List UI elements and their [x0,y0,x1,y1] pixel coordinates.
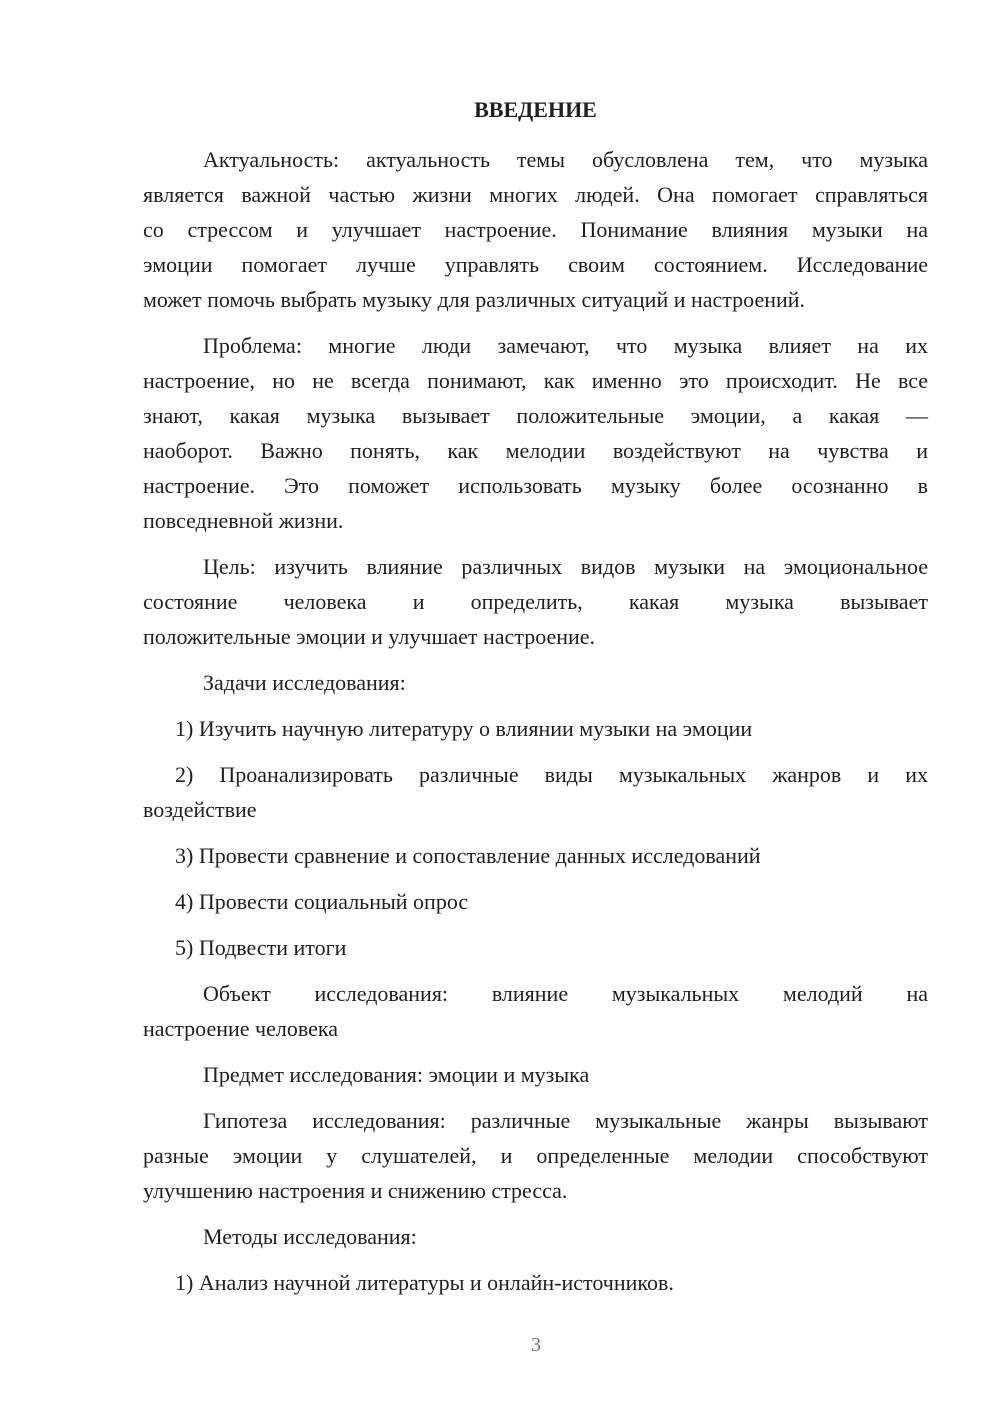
text-line: 5) Подвести итоги [175,935,347,960]
text-line: воздействие [143,797,257,822]
text-line: 3) Провести сравнение и сопоставление данных исследований [175,843,761,868]
text-line: Методы исследования: [203,1224,417,1249]
document-body [143,142,928,1300]
text-line: может помочь выбрать музыку для различных ситуаций и настроений. [143,287,806,312]
text-line: наоборот. Важно понять, как мелодии воздействуют на чувства и [143,438,928,463]
section-title: ВВЕДЕНИЕ [474,97,597,122]
paragraph [143,142,928,317]
text-line: эмоции помогает лучше управлять своим состоянием. Исследование [143,252,928,277]
text-line: разные эмоции у слушателей, и определенные мелодии способствуют [143,1143,928,1168]
text-line: является важной частью жизни многих людей. Она помогает справляться [143,182,928,207]
paragraph [143,549,928,654]
text-line: Гипотеза исследования: различные музыкальные жанры вызывают [203,1108,928,1133]
list-item [143,1265,928,1300]
list-item [143,930,928,965]
text-line: 4) Провести социальный опрос [175,889,469,914]
text-line: настроение человека [143,1016,338,1041]
text-line: настроение, но не всегда понимают, как именно это происходит. Не все [143,368,928,393]
text-line: 2) Проанализировать различные виды музыкальных жанров и их [175,762,928,787]
text-line: знают, какая музыка вызывает положительные эмоции, а какая — [143,403,928,428]
text-line: Актуальность: актуальность темы обусловлена тем, что музыка [203,147,928,172]
text-line: положительные эмоции и улучшает настроение. [143,624,596,649]
text-line: состояние человека и определить, какая музыка вызывает [143,589,928,614]
list-item [143,838,928,873]
text-line: со стрессом и улучшает настроение. Понимание влияния музыки на [143,217,928,242]
text-line: повседневной жизни. [143,508,344,533]
text-line: Проблема: многие люди замечают, что музыка влияет на их [203,333,928,358]
paragraph [143,1057,928,1092]
paragraph [143,328,928,538]
page-number: 3 [531,1334,541,1356]
text-line: улучшению настроения и снижению стресса. [143,1178,568,1203]
paragraph [143,976,928,1046]
text-line: Объект исследования: влияние музыкальных мелодий на [203,981,928,1006]
text-line: настроение. Это поможет использовать музыку более осознанно в [143,473,928,498]
text-line: 1) Изучить научную литературу о влиянии музыки на эмоции [175,716,753,741]
list-item [143,711,928,746]
document-page [143,92,928,1311]
list-item [143,757,928,827]
list-item [143,884,928,919]
text-line: 1) Анализ научной литературы и онлайн-источников. [175,1270,674,1295]
paragraph [143,1219,928,1254]
text-line: Предмет исследования: эмоции и музыка [203,1062,590,1087]
paragraph [143,1103,928,1208]
text-line: Задачи исследования: [203,670,406,695]
text-line: Цель: изучить влияние различных видов музыки на эмоциональное [203,554,928,579]
paragraph [143,665,928,700]
